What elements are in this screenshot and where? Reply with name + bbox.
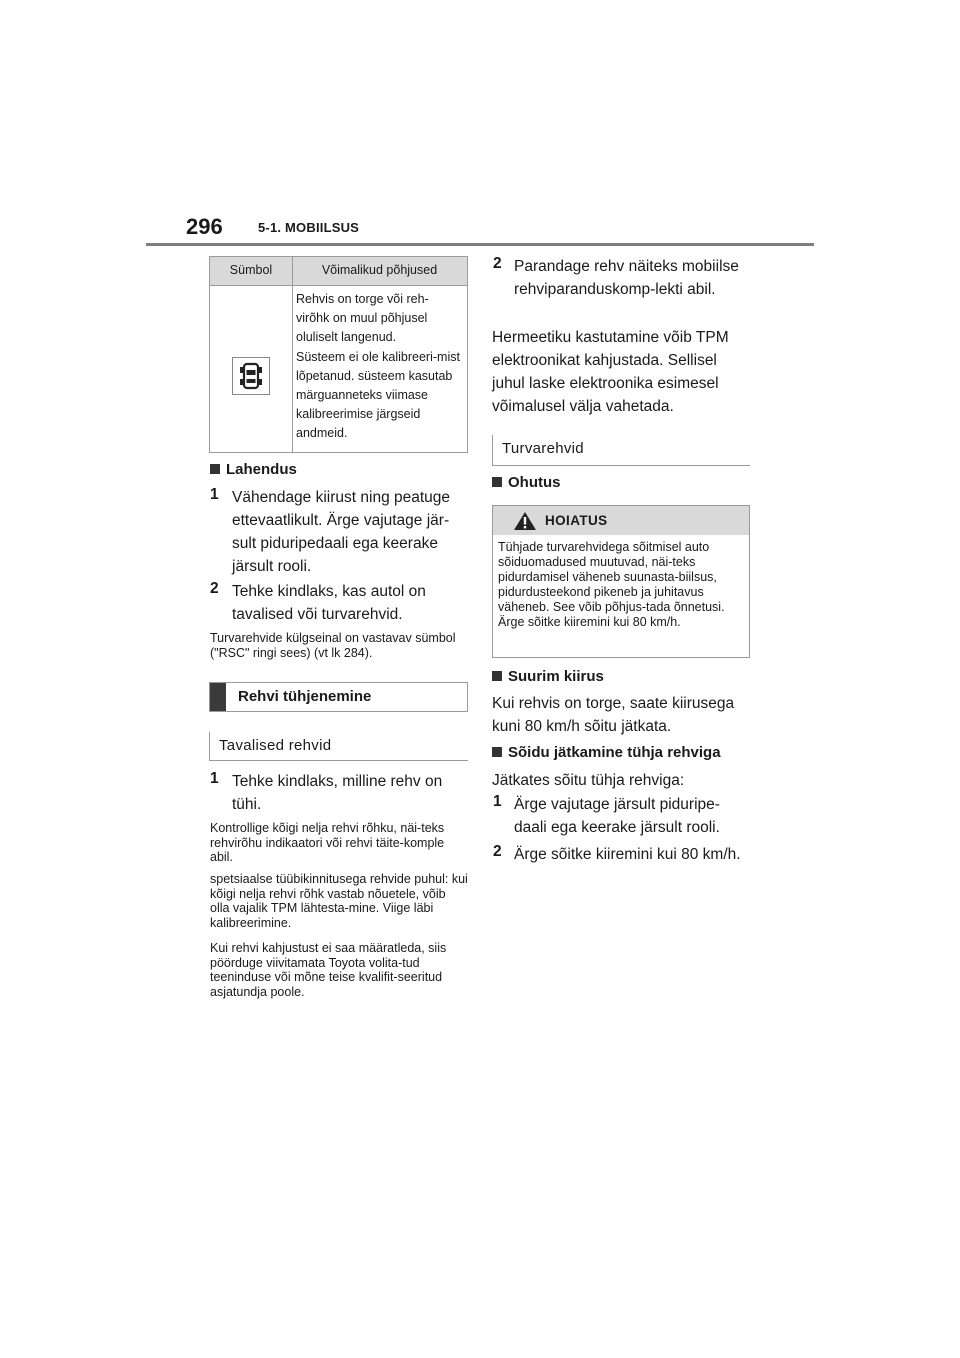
- square-bullet-icon: [492, 671, 502, 681]
- page-number: 296: [186, 214, 223, 239]
- subheading: Turvarehvid: [502, 440, 584, 457]
- section-marker: [210, 683, 226, 711]
- step-number: 1: [210, 486, 219, 503]
- jatkamine-heading: Sõidu jätkamine tühja rehviga: [492, 744, 721, 761]
- ohutus-heading: Ohutus: [492, 474, 561, 491]
- square-bullet-icon: [492, 747, 502, 757]
- subheading: Tavalised rehvid: [219, 737, 332, 754]
- note-text: spetsiaalse tüübikinnitusega rehvide puhul: kui kõigi nelja rehvi rõhk vastab nõuetele, võib olla vajalik TPM lähtesta-mine. Viige läbi kalibreerimine.: [210, 872, 468, 930]
- reason-calibration: Süsteem ei ole kalibreeri-mist lõpetanud. süsteem kasutab märguanneteks viimase kalibreerimise järgseid andmeid.: [296, 350, 460, 440]
- subhead-rule-vertical: [492, 435, 493, 465]
- symbol-table-header: [210, 257, 467, 286]
- subhead-rule: [209, 760, 468, 761]
- warning-text: Tühjade turvarehvidega sõitmisel auto sõiduomadused muutuvad, näi-teks pidurdamisel väheneb suunasta-biilsus, pidurdusteekond pikeneb ja juhitavus väheneb. See võib põhjus-tada õnnetusi. Ärge sõitke kiiremini kui 80 km/h.: [498, 540, 725, 629]
- note-text: Kontrollige kõigi nelja rehvi rõhku, näi-teks rehvirõhu indikaatori või rehvi täite-komple abil.: [210, 821, 445, 864]
- note-text: Kui rehvi kahjustust ei saa määratleda, siis pöörduge viivitamata Toyota volita-tud teeninduse või mõne teise kvalifit-seeritud asjatundja poole.: [210, 941, 447, 999]
- lahendus-heading: Lahendus: [210, 461, 297, 478]
- square-bullet-icon: [492, 477, 502, 487]
- section-title: 5-1. MOBIILSUS: [258, 220, 360, 235]
- square-bullet-icon: [210, 464, 220, 474]
- column-header-reasons: Võimalikud põhjused: [321, 263, 438, 277]
- step-number: 1: [493, 793, 502, 810]
- tpms-warning-icon: [232, 357, 270, 395]
- step-text: Tehke kindlaks, milline rehv on tühi.: [232, 773, 443, 813]
- step-number: 1: [210, 770, 219, 787]
- step-text: Tehke kindlaks, kas autol on tavalised või turvarehvid.: [232, 583, 426, 623]
- step-text: Vähendage kiirust ning peatuge ettevaatlikult. Ärge vajutage jär-sult piduripedaali ega keerake järsult rooli.: [232, 489, 451, 575]
- paragraph: Kui rehvis on torge, saate kiirusega kuni 80 km/h sõitu jätkata.: [492, 695, 735, 735]
- warning-header: [493, 506, 749, 535]
- subhead-rule: [492, 465, 750, 466]
- step-text: Parandage rehv näiteks mobiilse rehviparanduskomp-lekti abil.: [514, 258, 739, 298]
- step-text: Ärge sõitke kiiremini kui 80 km/h.: [514, 846, 741, 863]
- warning-label: HOIATUS: [545, 513, 608, 528]
- column-header-symbol: Sümbol: [229, 263, 273, 277]
- reason-puncture: Rehvis on torge või reh-virõhk on muul põhjusel oluliselt langenud.: [296, 292, 429, 344]
- step-text: Ärge vajutage järsult piduripe-daali ega keerake järsult rooli.: [514, 796, 720, 836]
- paragraph: Hermeetiku kastutamine võib TPM elektroonikat kahjustada. Sellisel juhul laske elektroonika esimesel võimalusel välja vahetada.: [492, 329, 729, 415]
- paragraph: Jätkates sõitu tühja rehviga:: [492, 772, 685, 789]
- warning-box: [492, 505, 750, 658]
- section-heading-bar: [209, 682, 468, 712]
- note-text: Turvarehvide külgseinal on vastavav sümbol ("RSC" ringi sees) (vt lk 284).: [210, 631, 456, 660]
- step-number: 2: [210, 580, 219, 597]
- step-number: 2: [493, 255, 502, 272]
- section-heading: Rehvi tühjenemine: [238, 688, 372, 705]
- warning-triangle-icon: [513, 511, 537, 531]
- column-divider: [292, 257, 293, 452]
- step-number: 2: [493, 843, 502, 860]
- symbol-table: [209, 256, 468, 453]
- header-rule: [146, 243, 814, 246]
- suurim-kiirus-heading: Suurim kiirus: [492, 668, 604, 685]
- subhead-rule-vertical: [209, 732, 210, 760]
